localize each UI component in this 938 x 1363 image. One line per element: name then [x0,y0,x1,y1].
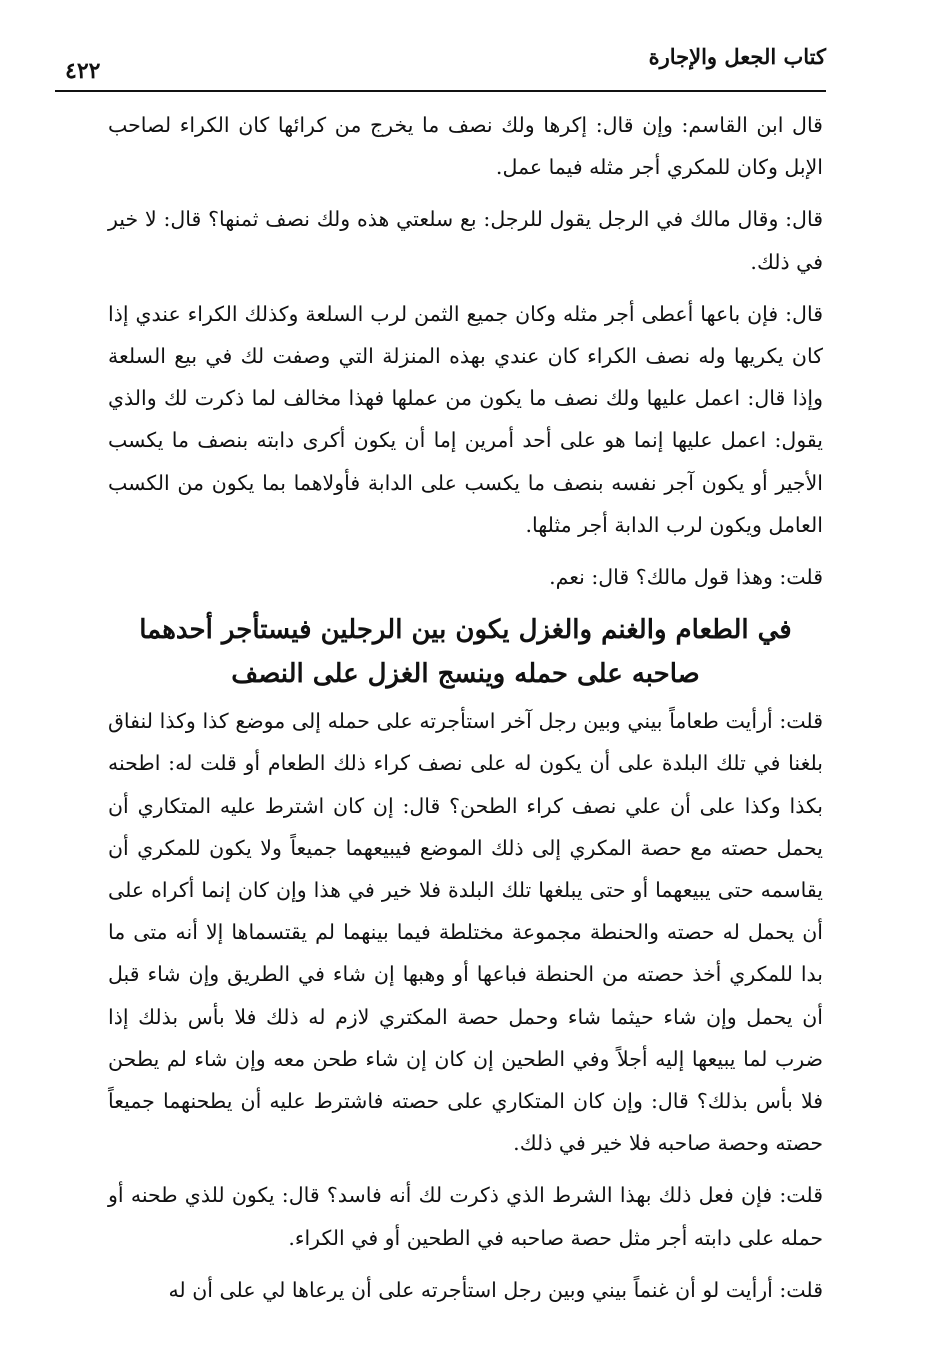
section-heading: في الطعام والغنم والغزل يكون بين الرجلين فيستأجر أحدهما صاحبه على حمله وينسج الغزل على النصف [139,615,792,690]
paragraph: قلت: فإن فعل ذلك بهذا الشرط الذي ذكرت لك أنه فاسد؟ قال: يكون للذي طحنه أو حمله على دابته أجر مثل حصة صاحبه في الطحين أو في الكراء. [108,1183,823,1250]
page-body [108,104,823,1321]
paragraph: قلت: أرأيت لو أن غنماً بيني وبين رجل استأجرته على أن يرعاها لي على أن له [168,1277,823,1302]
paragraph: قال: فإن باعها أعطى أجر مثله وكان جميع الثمن لرب السلعة وكذلك الكراء عندي إذا كان يكريها وله نصف الكراء كان عندي بهذه المنزلة التي وصفت لك في بيع السلعة وإذا قال: اعمل عليها ولك نصف ما يكون من عملها فهذا مخالف لما ذكرت لك والذي يقول: اعمل عليها إنما هو على أحد أمرين إما أن يكون أكرى دابته بنصف ما يكسب الأجير أو يكون آجر نفسه بنصف ما يكسب على الدابة فأولاهما بما يكون من الكسب العامل ويكون لرب الدابة أجر مثلها. [108,301,823,537]
paragraph: قلت: أرأيت طعاماً بيني وبين رجل آخر استأجرته على حمله إلى موضع كذا وكذا لنفاق بلغنا في تلك البلدة على أن يكون له على نصف كراء ذلك الطعام أو قلت له: اطحنه بكذا وكذا على أن علي نصف كراء الطحن؟ قال: إن كان اشترط عليه المتكاري أن يحمل حصته مع حصة المكري إلى ذلك الموضع فيبيعهما جميعاً ولا يكون للمكري أن يقاسمه حتى يبيعهما أو حتى يبلغها تلك البلدة فلا خير في هذا وإن كان إنما أكراه على أن يحمل له حصته والحنطة مجموعة مختلطة فيما بينهما لم يقتسماها إلا أنه متى ما بدا للمكري أخذ حصته من الحنطة فباعها أو وهبها إن شاء في الطريق وإن شاء قبل أن يحمل وإن شاء حيثما شاء وحمل حصة المكتري لازم له ذلك فلا بأس بذلك إذا ضرب لما يبيعها إليه أجلاً وفي الطحين إن كان إن شاء طحن معه وإن شاء لم يطحن فلا بأس بذلك؟ قال: وإن كان المتكاري على حصته فاشترط عليه أن يطحنهما جميعاً حصته وحصة صاحبه فلا خير في ذلك. [108,709,823,1156]
page-number: ٤٢٢ [65,58,101,84]
paragraph: قلت: وهذا قول مالك؟ قال: نعم. [549,565,823,590]
paragraph: قال ابن القاسم: وإن قال: إكرها ولك نصف ما يخرج من كرائها كان الكراء لصاحب الإبل وكان للمكري أجر مثله فيما عمل. [108,113,823,180]
running-title: كتاب الجعل والإجارة [648,44,826,69]
header-rule [55,90,826,92]
page-header [55,38,826,96]
paragraph: قال: وقال مالك في الرجل يقول للرجل: بع سلعتي هذه ولك نصف ثمنها؟ قال: لا خير في ذلك. [108,207,823,274]
